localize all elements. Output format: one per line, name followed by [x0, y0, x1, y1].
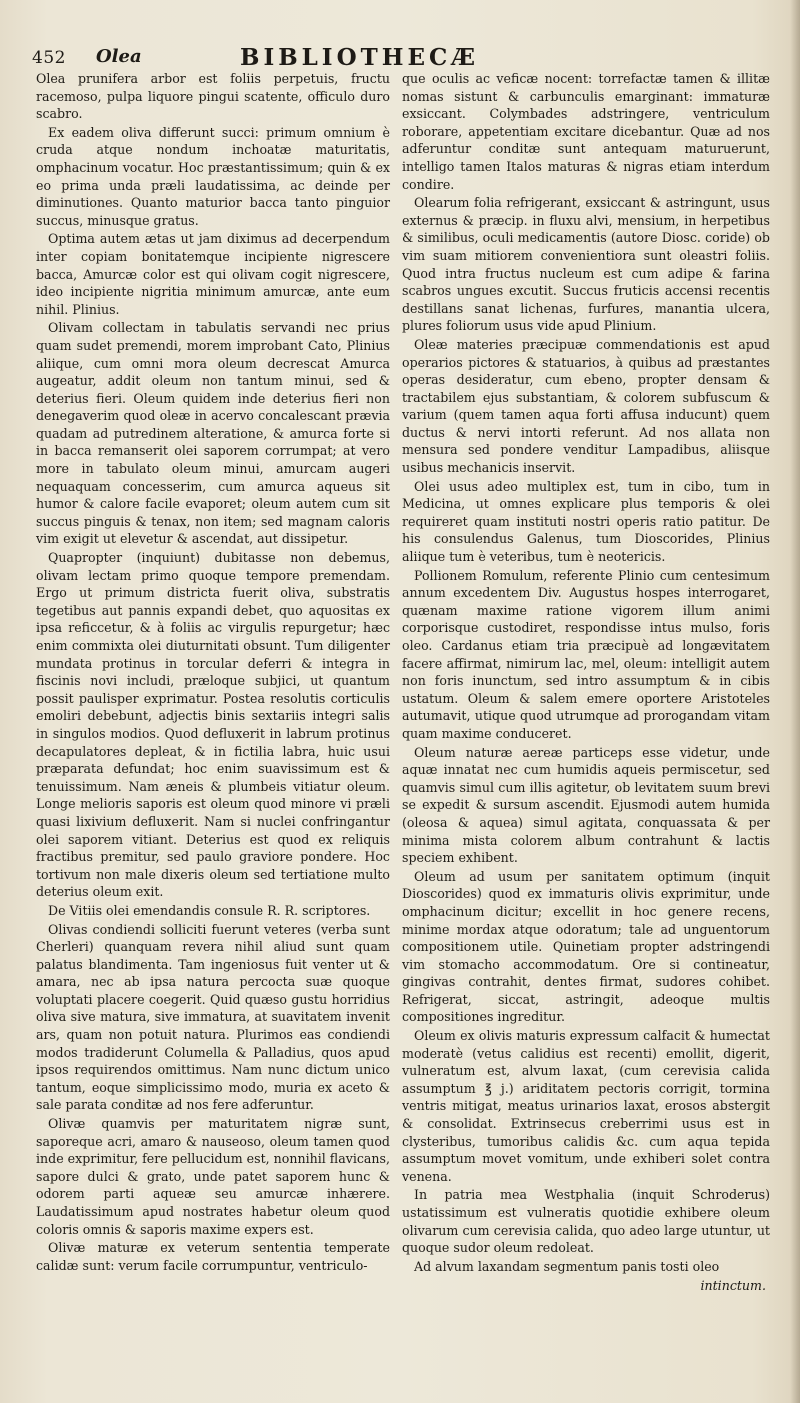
paragraph: Olivæ quamvis per maturitatem nigræ sunt, saporeque acri, amaro & nauseoso, oleum tamen quod inde exprimitur, fere pellucidum est, nonnihil flavicans, sapore dulci & grato, unde patet saporem hunc & odorem parti aqueæ seu amurcæ inhærere. Laudatissimum apud nostrates habetur oleum quod coloris omnis & saporis maxime expers est. [36, 1116, 390, 1237]
paragraph: Quapropter (inquiunt) dubitasse non debemus, olivam lectam primo quoque tempore premendam. Ergo ut primum districta fuerit oliva, substratis tegetibus aut pannis expandi debet, quo aquositas ex ipsa reficcetur, & à foliis ac virgulis repurgetur; hæc enim commixta olei diuturnitati obsunt. Tum diligenter mundata protinus in torcular deferri & integra in fiscinis novi includi, præloque subjici, ut quantum possit paulisper exprimatur. Postea resolutis corticulis emoliri debebunt, adjectis binis sextariis integri salis in singulos modios. Quod defluxerit in labrum protinus decapulatores depleat, & in fictilia labra, huic usui præparata defundat; hoc enim suavissimum est & tenuissimum. Nam æneis & plumbeis vitiatur oleum. Longe melioris saporis est oleum quod minore vi præli quasi lixivium defluxerit. Nam si nuclei confringantur olei saporem vitiant. Deterius est quod ex reliquis fractibus premitur, sed paulo graviore pondere. Hoc tortivum non male dixeris oleum sed tertiatione multo deterius oleum exit. [36, 550, 390, 900]
paragraph: Olearum folia refrigerant, exsiccant & astringunt, usus externus & præcip. in fluxu alvi, mensium, in herpetibus & similibus, oculi medicamentis (autore Diosc. coride) ob vim suam mitiorem convenientiora sunt oleastri foliis. Quod intra fructus nucleum est cum adipe & farina scabros ungues excutit. Succus fruticis accensi recentis destillans sanat lichenas, furfures, manantia ulcera, plures foliorum usus vide apud Plinium. [402, 195, 770, 334]
left-column [36, 70, 390, 1275]
header-catchword: Olea [96, 46, 142, 67]
paragraph: Oleum naturæ aereæ particeps esse videtur, unde aquæ innatat nec cum humidis aqueis permiscetur, sed quamvis simul cum illis agitetur, ob levitatem suum brevi se expedit & sursum ascendit. Ejusmodi autem humida (oleosa & aquea) simul agitata, conquassata & per minima mista colorem album contrahunt & lactis speciem exhibent. [402, 744, 770, 866]
page-header [32, 44, 792, 70]
running-head: BIBLIOTHECÆ [240, 44, 480, 71]
right-column [402, 70, 770, 1295]
paragraph: Olei usus adeo multiplex est, tum in cibo, tum in Medicina, ut omnes explicare plus temporis & olei requireret quam instituti nostri operis ratio patitur. De his consulendus Galenus, tum Dioscorides, Plinius aliique tum è veteribus, tum è neotericis. [402, 478, 770, 565]
paragraph: Pollionem Romulum, referente Plinio cum centesimum annum excedentem Div. Augustus hospes interrogaret, quænam maxime ratione vigorem illum animi corporisque custodiret, respondisse intus mulso, foris oleo. Cardanus etiam tria præcipuè ad longævitatem facere affirmat, nimirum lac, mel, oleum: intelligit autem non foris inunctum, sed intro assumptum & in cibis ustatum. Oleum & salem emere oportere Aristoteles autumavit, utique quod utrumque ad prorogandam vitam quam maxime conduceret. [402, 567, 770, 741]
paragraph: Ex eadem oliva differunt succi: primum omnium è cruda atque nondum inchoatæ maturitatis, omphacinum vocatur. Hoc præstantissimum; quin & ex eo prima unda præli laudatissima, ac deinde per diminutiones. Quanto maturior bacca tanto pinguior succus, minusque gratus. [36, 124, 390, 228]
paragraph: De Vitiis olei emendandis consule R. R. scriptores. [48, 902, 371, 918]
page-edge-shadow [790, 0, 800, 1403]
paragraph: Olivæ maturæ ex veterum sententia temperate calidæ sunt: verum facile corrumpuntur, ventriculo- [36, 1240, 390, 1273]
paragraph: Ad alvum laxandam segmentum panis tosti oleo [414, 1258, 720, 1274]
paragraph: Optima autem ætas ut jam diximus ad decerpendum inter copiam bonitatemque incipiente nigrescere bacca, Amurcæ color est qui olivam cogit nigrescere, ideo incipiente nigritia minimum amurcæ, ante eum nihil. Plinius. [36, 231, 390, 317]
footer-catchword: intinctum. [700, 1278, 766, 1294]
paragraph: Oleæ materies præcipuæ commendationis est apud operarios pictores & statuarios, à quibus ad præstantes operas desideratur, cum ebeno, propter densam & tractabilem ejus substantiam, & colorem subfuscum & varium (quem tamen aqua forti affusa inducunt) quem ductus & nervi intorti referunt. Ad nos allata non mensura sed pondere venditur Lampadibus, aliisque usibus mechanicis inservit. [402, 336, 770, 476]
paragraph: que oculis ac veficæ nocent: torrefactæ tamen & illitæ nomas sistunt & carbunculis emarginant: immaturæ exsiccant. Colymbades adstringere, ventriculum roborare, appetentiam excitare dicebantur. Quæ ad nos adferuntur conditæ sunt antequam maturuerunt, intelligo tamen Italos maturas & nigras etiam interdum condire. [402, 71, 770, 192]
paragraph: Oleum ad usum per sanitatem optimum (inquit Dioscorides) quod ex immaturis olivis exprimitur, unde omphacinum dicitur; excellit in hoc genere recens, minime mordax atque odoratum; tale ad unguentorum compositionem utile. Quinetiam propter adstringendi vim stomacho accommodatum. Ore si contineatur, gingivas contrahit, dentes firmat, sudores cohibet. Refrigerat, siccat, astringit, adeoque multis compositiones ingreditur. [402, 868, 770, 1025]
paragraph: Olea prunifera arbor est foliis perpetuis, fructu racemoso, pulpa liquore pingui scatente, officulo duro scabro. [36, 71, 390, 122]
paragraph: Olivas condiendi solliciti fuerunt veteres (verba sunt Cherleri) quanquam revera nihil aliud sunt quam palatus blandimenta. Tam ingeniosus fuit venter ut & amara, nec ab ipsa natura percocta suæ quoque voluptati placere coegerit. Quid quæso gustu horridius oliva sive matura, sive immatura, at suavitatem invenit ars, quam non potuit natura. Plurimos eas condiendi modos tradiderunt Columella & Palladius, quos apud ipsos requirendos omittimus. Nam nunc dictum unico tantum, eoque simplicissimo modo, muria ex aceto & sale parata conditæ ad nos fere adferuntur. [36, 921, 390, 1113]
paragraph: In patria mea Westphalia (inquit Schroderus) ustatissimum est vulneratis quotidie exhibere oleum olivarum cum cerevisia calida, quo adeo large utuntur, ut quoque sudor oleum redoleat. [402, 1187, 770, 1256]
page-number: 452 [32, 48, 66, 68]
paragraph: Oleum ex olivis maturis expressum calfacit & humectat moderatè (vetus calidius est recenti) emollit, digerit, vulneratum est, alvum laxat, (cum cerevisia calida assumptum ℥ j.) ariditatem pectoris corrigit, tormina ventris mitigat, meatus urinarios laxat, erosos abstergit & consolidat. Extrinsecus creberrimi usus est in clysteribus, tumoribus calidis &c. cum aqua tepida assumptum movet vomitum, unde exhiberi solet contra venena. [402, 1028, 770, 1184]
paragraph: Olivam collectam in tabulatis servandi nec prius quam sudet premendi, morem improbant Cato, Plinius aliique, cum omni mora oleum decrescat Amurca augeatur, addit oleum non tantum minui, sed & deterius fieri. Oleum quidem inde deterius fieri non denegaverim quod oleæ in acervo concalescant prævia quadam ad putredinem alteratione, & amurca forte si in bacca remanserit olei saporem corrumpat; at vero more in tabulato oleum minui, amurcam augeri nequaquam concesserim, cum amurca aqueus sit humor & calore facile evaporet; oleum autem cum sit succus pinguis & tenax, non item; sed magnam caloris vim exigit ut elevetur & ascendat, aut dissipetur. [36, 320, 390, 547]
